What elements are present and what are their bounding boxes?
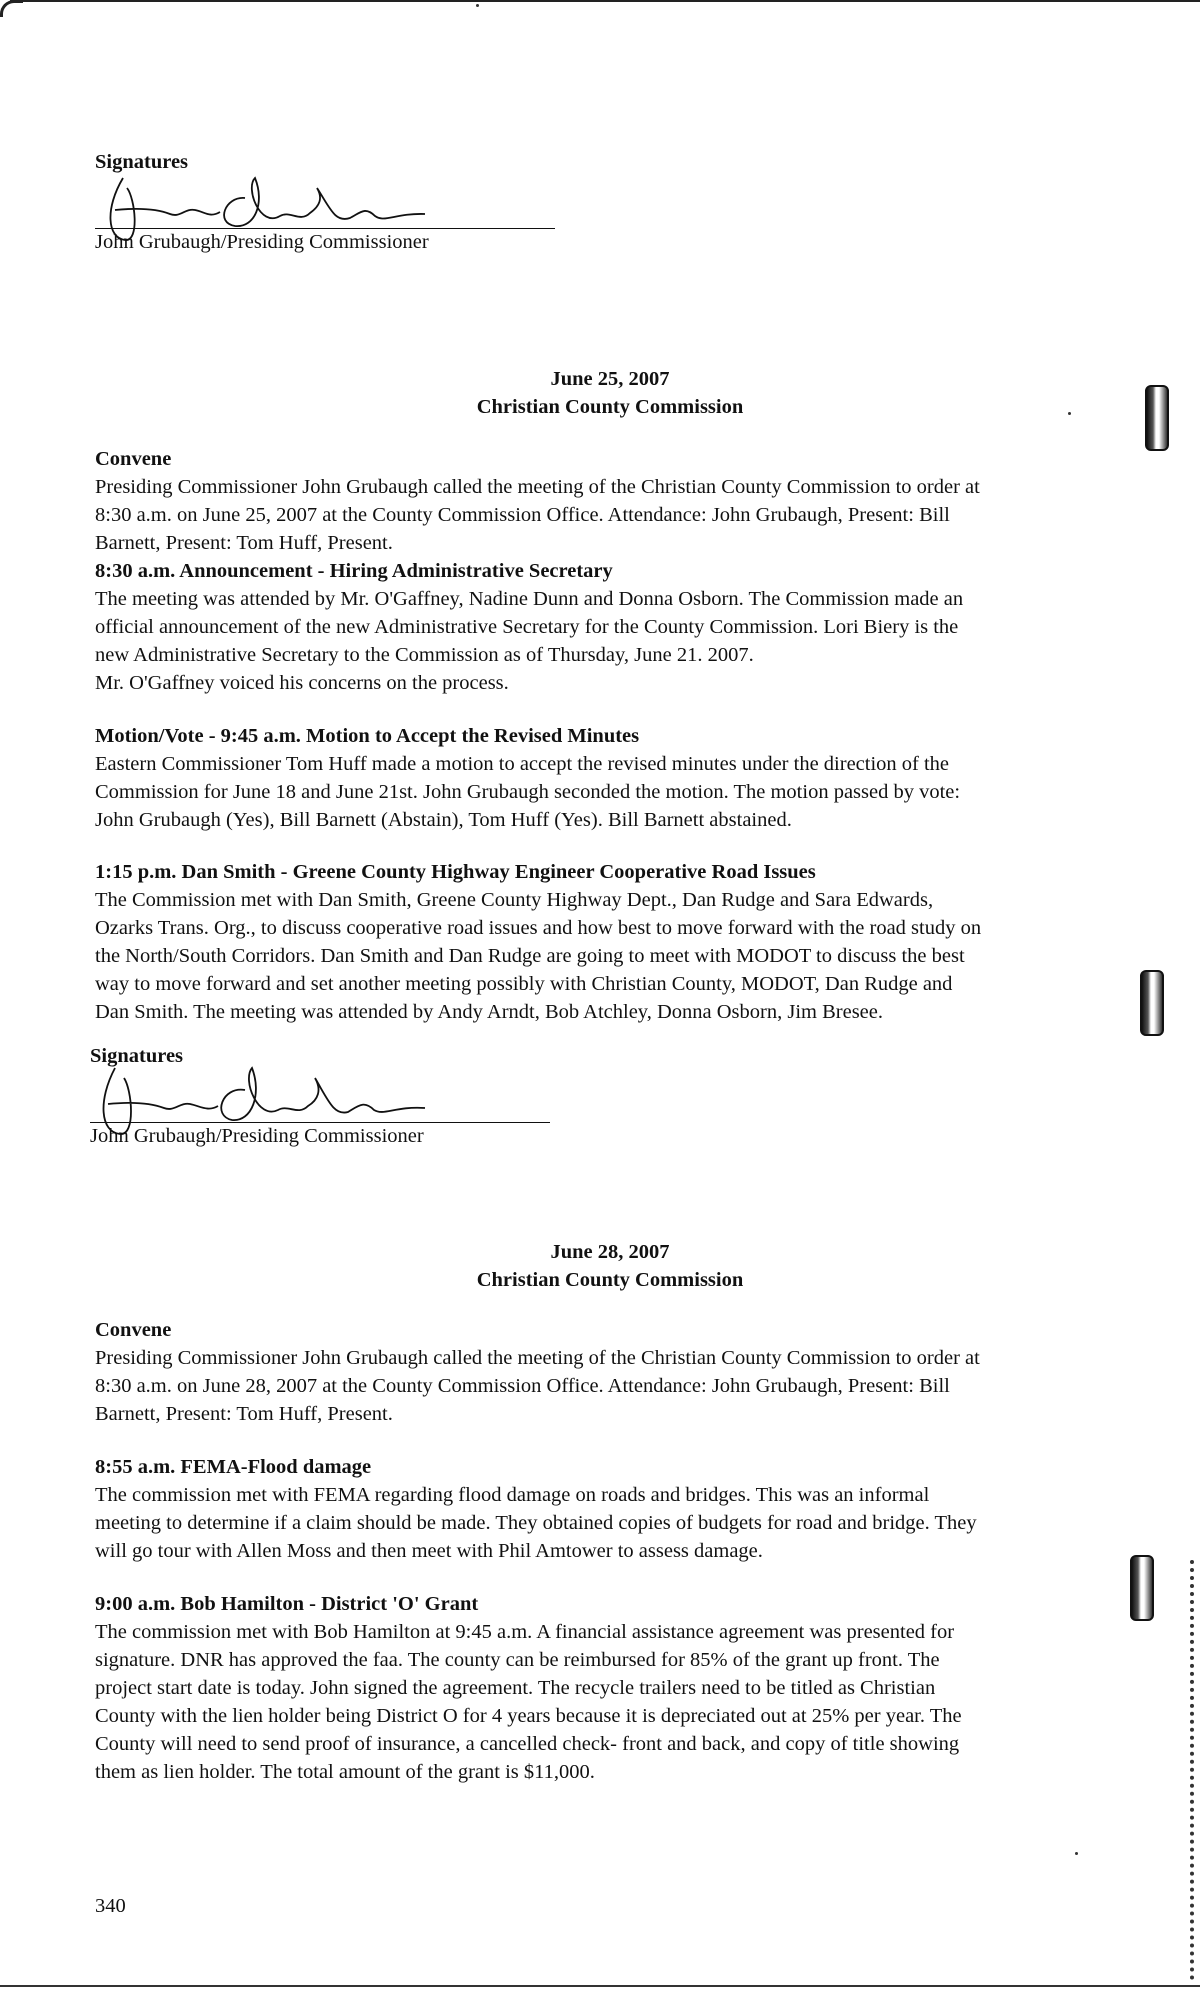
section-district-o-grant: [95, 1590, 1125, 1786]
signatures-heading: Signatures: [90, 1045, 184, 1067]
meeting-date: June 28, 2007: [550, 1241, 670, 1263]
text-line: project start date is today. John signed the agreement. The recycle trailers need to be titled as Christian: [95, 1677, 936, 1699]
text-line: The meeting was attended by Mr. O'Gaffney, Nadine Dunn and Donna Osborn. The Commission made an: [95, 588, 964, 610]
section-heading: Convene: [95, 448, 172, 470]
text-line: Commission for June 18 and June 21st. John Grubaugh seconded the motion. The motion passed by vote:: [95, 781, 961, 803]
signatures-heading: Signatures: [95, 151, 189, 173]
scan-speck: [1075, 1852, 1078, 1855]
text-line: Mr. O'Gaffney voiced his concerns on the process.: [95, 672, 509, 694]
signer-name-title: John Grubaugh/Presiding Commissioner: [95, 231, 429, 253]
text-line: John Grubaugh (Yes), Bill Barnett (Abstain), Tom Huff (Yes). Bill Barnett abstained.: [95, 809, 792, 831]
section-fema: [95, 1453, 1125, 1565]
text-line: Presiding Commissioner John Grubaugh called the meeting of the Christian County Commission to order at: [95, 476, 980, 498]
signature-block-top: [95, 148, 575, 258]
signature-block-middle: [90, 1042, 570, 1152]
text-line: the North/South Corridors. Dan Smith and Dan Rudge are going to meet with MODOT to discuss the best: [95, 945, 965, 967]
section-heading: 9:00 a.m. Bob Hamilton - District 'O' Grant: [95, 1593, 479, 1615]
text-line: The commission met with FEMA regarding flood damage on roads and bridges. This was an informal: [95, 1484, 930, 1506]
section-heading: Motion/Vote - 9:45 a.m. Motion to Accept the Revised Minutes: [95, 725, 640, 747]
text-line: way to move forward and set another meeting possibly with Christian County, MODOT, Dan Rudge and: [95, 973, 953, 995]
text-line: The commission met with Bob Hamilton at 9:45 a.m. A financial assistance agreement was presented for: [95, 1621, 955, 1643]
scan-edge-right: [1190, 1560, 1194, 1980]
section-heading: Convene: [95, 1319, 172, 1341]
signer-name-title: John Grubaugh/Presiding Commissioner: [90, 1125, 424, 1147]
text-line: meeting to determine if a claim should be made. They obtained copies of budgets for road and bridge. They: [95, 1512, 977, 1534]
meeting-body: Christian County Commission: [476, 1269, 744, 1291]
text-line: Barnett, Present: Tom Huff, Present.: [95, 532, 393, 554]
text-line: 8:30 a.m. on June 25, 2007 at the County Commission Office. Attendance: John Grubaugh, Present: Bill: [95, 504, 950, 526]
meeting-date: June 25, 2007: [550, 368, 670, 390]
section-dan-smith: [95, 858, 1125, 1026]
section-announcement: [95, 557, 1125, 697]
section-convene-2: [95, 1316, 1125, 1428]
meeting-header-june-25: [95, 365, 1125, 421]
text-line: County will need to send proof of insurance, a cancelled check- front and back, and copy of title showing: [95, 1733, 960, 1755]
text-line: will go tour with Allen Moss and then meet with Phil Amtower to assess damage.: [95, 1540, 763, 1562]
text-line: Ozarks Trans. Org., to discuss cooperative road issues and how best to move forward with the road study on: [95, 917, 982, 939]
binder-clip-icon: [1145, 385, 1169, 451]
meeting-header-june-28: [95, 1238, 1125, 1294]
text-line: Presiding Commissioner John Grubaugh called the meeting of the Christian County Commission to order at: [95, 1347, 980, 1369]
text-line: Eastern Commissioner Tom Huff made a motion to accept the revised minutes under the direction of the: [95, 753, 950, 775]
text-line: County with the lien holder being District O for 4 years because it is depreciated out at 25% per year. The: [95, 1705, 962, 1727]
text-line: official announcement of the new Administrative Secretary for the County Commission. Lori Biery is the: [95, 616, 959, 638]
text-line: The Commission met with Dan Smith, Greene County Highway Dept., Dan Rudge and Sara Edwards,: [95, 889, 934, 911]
section-convene-1: [95, 445, 1125, 557]
binder-clip-icon: [1140, 970, 1164, 1036]
meeting-body: Christian County Commission: [476, 396, 744, 418]
scan-speck: [476, 4, 479, 7]
section-heading: 8:30 a.m. Announcement - Hiring Administrative Secretary: [95, 560, 613, 582]
text-line: Dan Smith. The meeting was attended by Andy Arndt, Bob Atchley, Donna Osborn, Jim Bresee.: [95, 1001, 883, 1023]
text-line: Barnett, Present: Tom Huff, Present.: [95, 1403, 393, 1425]
binder-clip-icon: [1130, 1555, 1154, 1621]
scan-edge-top: [10, 0, 1200, 2]
section-motion-vote: [95, 722, 1125, 834]
text-line: signature. DNR has approved the faa. The county can be reimbursed for 85% of the grant up front. The: [95, 1649, 940, 1671]
section-heading: 1:15 p.m. Dan Smith - Greene County Highway Engineer Cooperative Road Issues: [95, 861, 816, 883]
text-line: them as lien holder. The total amount of the grant is $11,000.: [95, 1761, 595, 1783]
text-line: new Administrative Secretary to the Commission as of Thursday, June 21. 2007.: [95, 644, 754, 666]
text-line: 8:30 a.m. on June 28, 2007 at the County Commission Office. Attendance: John Grubaugh, Present: Bill: [95, 1375, 950, 1397]
scan-corner: [0, 0, 23, 17]
page-number: 340: [95, 1895, 126, 1917]
section-heading: 8:55 a.m. FEMA-Flood damage: [95, 1456, 372, 1478]
scan-edge-bottom: [0, 1985, 1200, 1987]
